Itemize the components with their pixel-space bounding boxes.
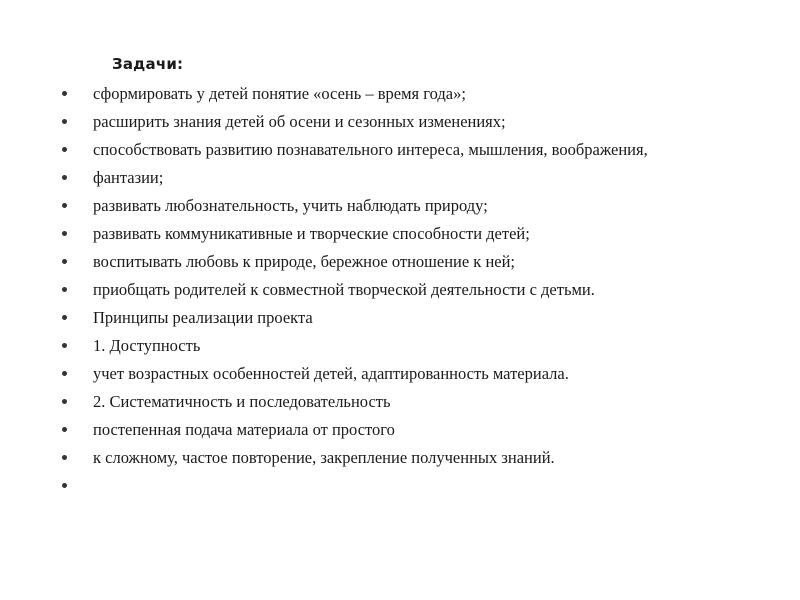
list-item-text: 1. Доступность [93,336,201,355]
bullet-dot-icon [62,315,67,320]
bullet-dot-icon [62,259,67,264]
list-item [62,84,742,104]
list-item [62,224,742,244]
list-item-text: расширить знания детей об осени и сезонных изменениях; [93,112,506,131]
list-item-text: приобщать родителей к совместной творческой деятельности с детьми. [93,280,595,299]
list-item-text: способствовать развитию познавательного интереса, мышления, воображения, [93,140,648,159]
list-item [62,196,742,216]
list-item [62,420,742,440]
bullet-dot-icon [62,175,67,180]
task-list [62,84,742,476]
list-item [62,112,742,132]
bullet-dot-icon [62,343,67,348]
bullet-dot-icon [62,119,67,124]
bullet-dot-icon [62,455,67,460]
list-item-text: развивать коммуникативные и творческие способности детей; [93,224,530,243]
bullet-dot-icon [62,91,67,96]
list-item-text: фантазии; [93,168,164,187]
list-item [62,392,742,412]
bullet-dot-icon [62,399,67,404]
bullet-dot-icon [62,371,67,376]
bullet-dot-icon [62,483,67,488]
list-item-text: развивать любознательность, учить наблюдать природу; [93,196,488,215]
list-item-text: к сложному, частое повторение, закрепление полученных знаний. [93,448,555,467]
list-item-text: воспитывать любовь к природе, бережное отношение к ней; [93,252,516,271]
bullet-dot-icon [62,203,67,208]
bullet-dot-icon [62,231,67,236]
list-item-text: Принципы реализации проекта [93,308,313,327]
bullet-dot-icon [62,287,67,292]
list-item [62,308,742,328]
list-item [62,448,742,468]
list-item [62,364,742,384]
list-item [62,280,742,300]
list-item [62,336,742,356]
list-item-text: сформировать у детей понятие «осень – время года»; [93,84,466,103]
slide-heading: Задачи: [112,55,184,73]
list-item-text: 2. Систематичность и последовательность [93,392,391,411]
list-item [62,168,742,188]
list-item [62,252,742,272]
list-item [62,140,742,160]
list-item-text: учет возрастных особенностей детей, адаптированность материала. [93,364,569,383]
bullet-dot-icon [62,147,67,152]
list-item-text: постепенная подача материала от простого [93,420,395,439]
bullet-dot-icon [62,427,67,432]
